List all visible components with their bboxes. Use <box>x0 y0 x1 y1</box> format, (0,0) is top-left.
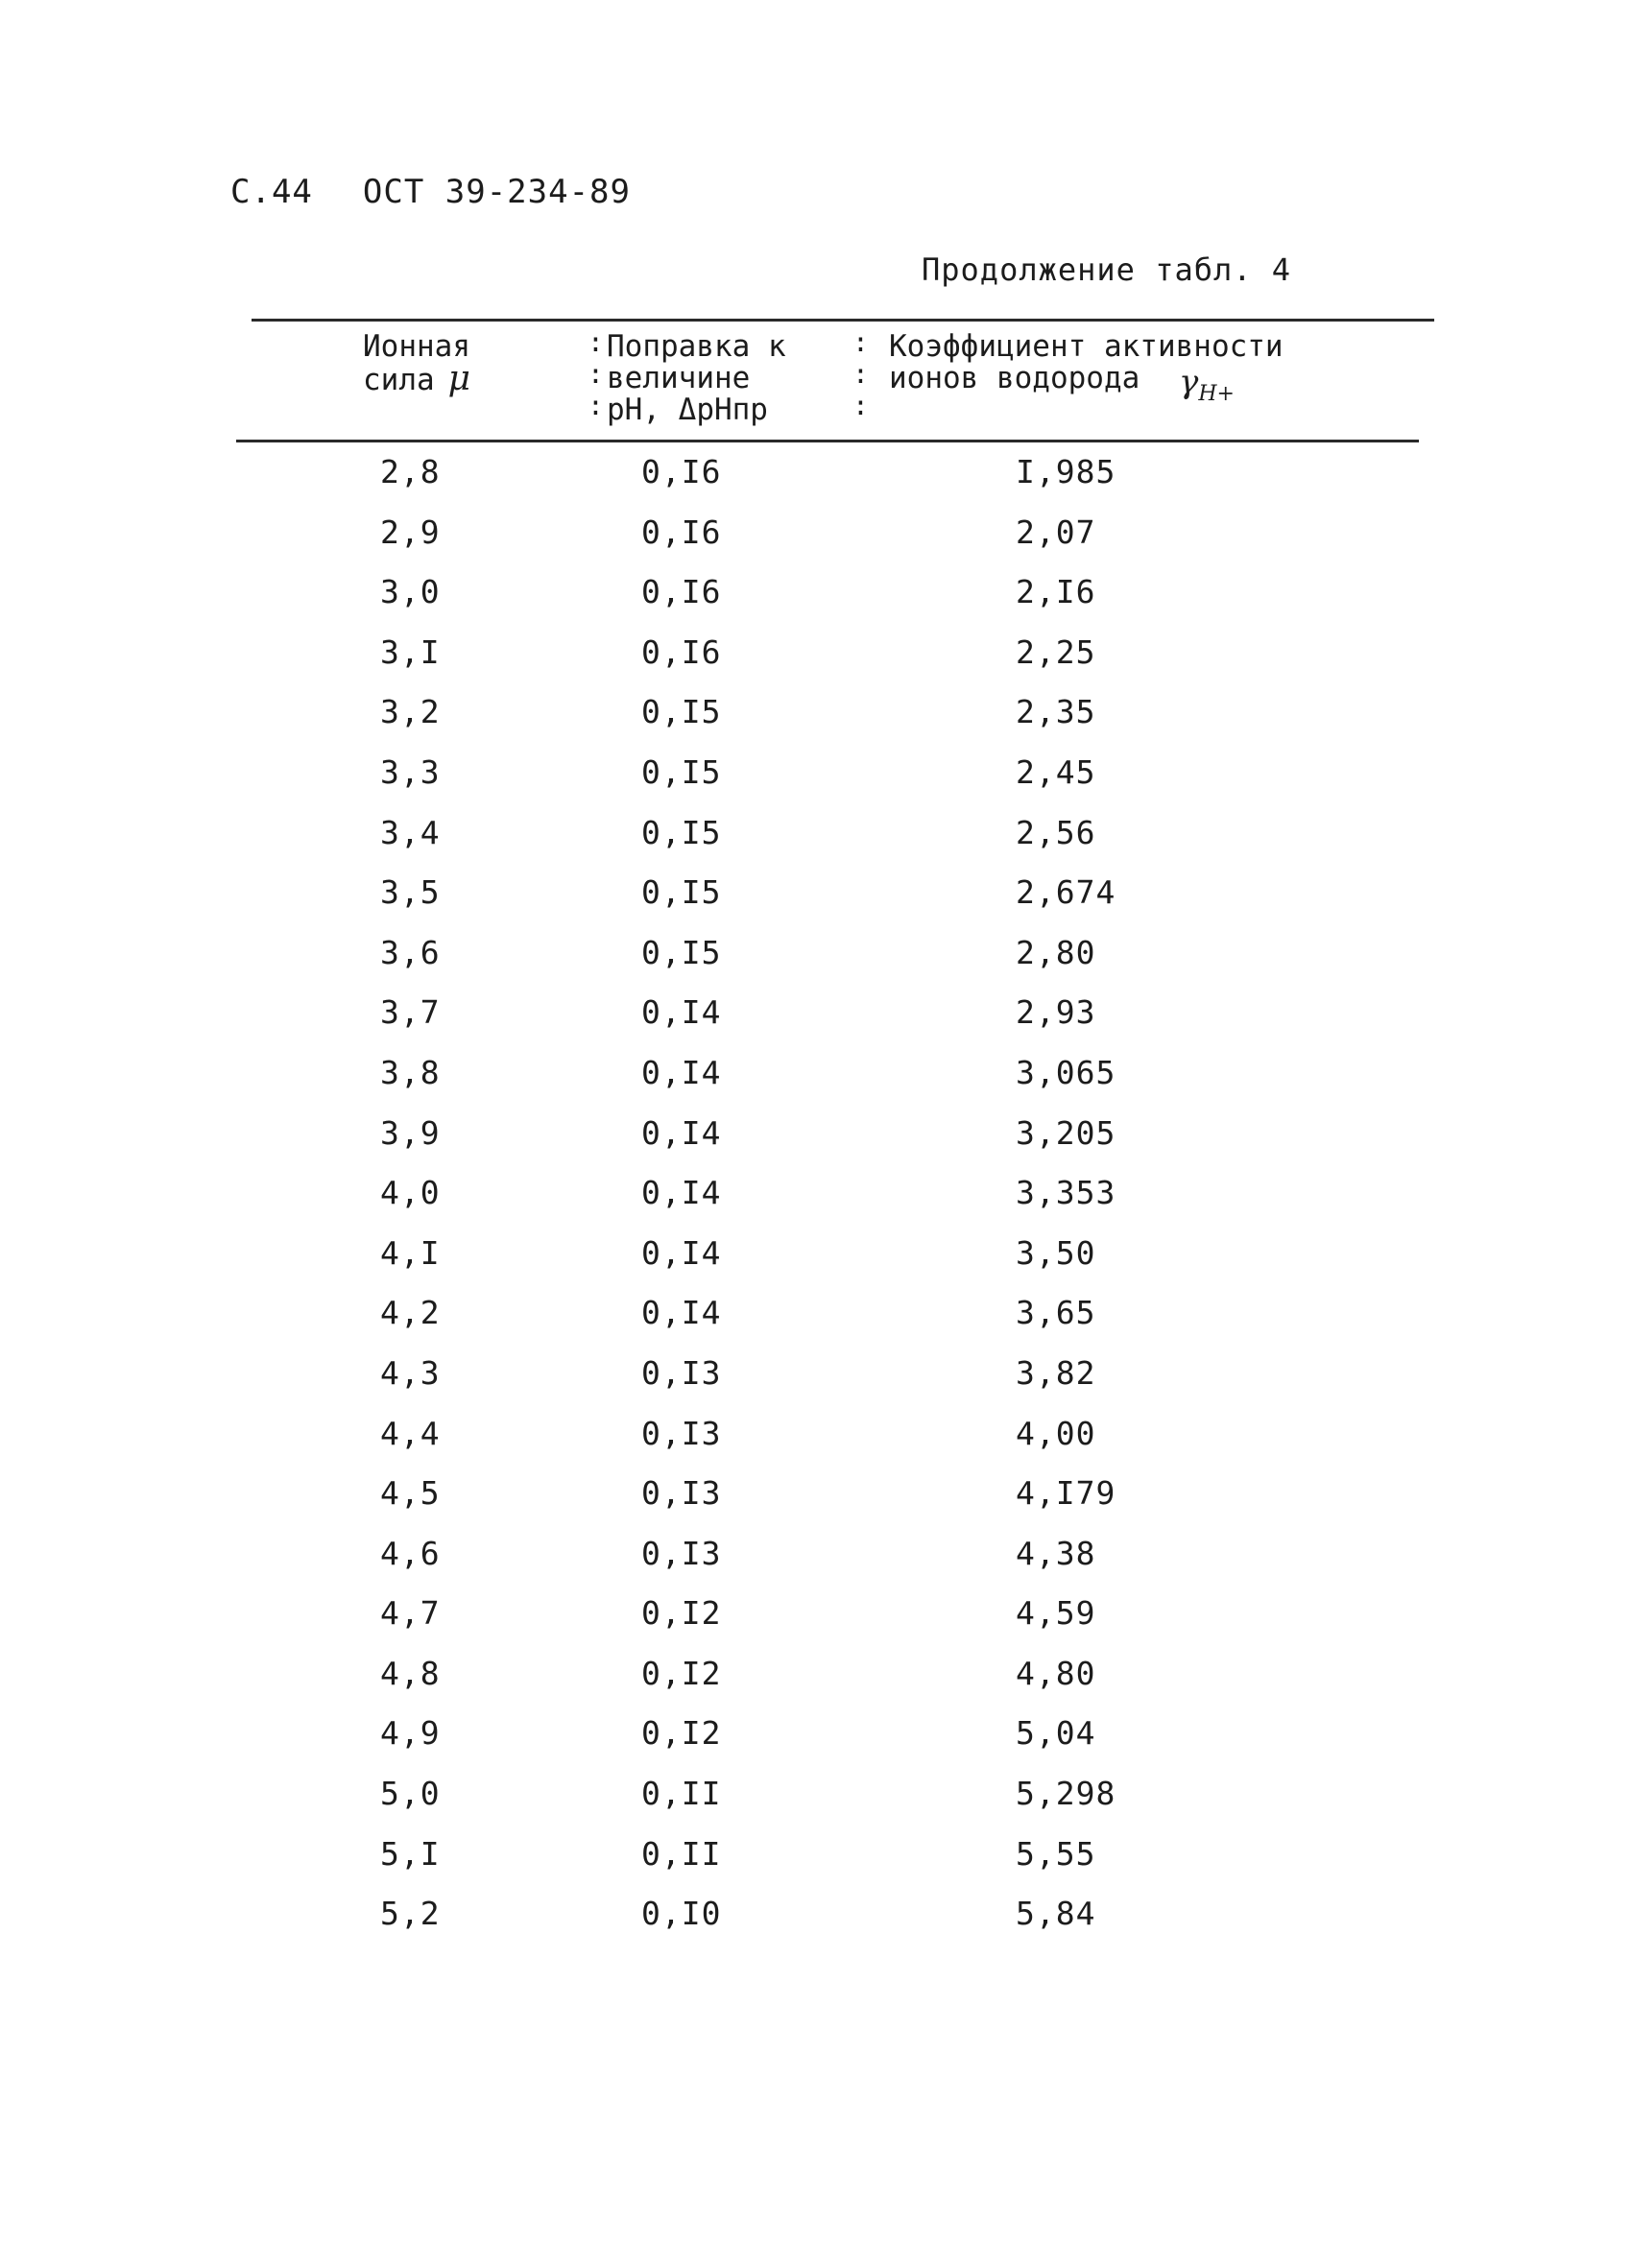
gamma-subscript: H+ <box>1198 381 1235 406</box>
ionic-strength-cell: 3,6 <box>380 933 441 971</box>
activity-coefficient-cell: 2,25 <box>1016 633 1096 671</box>
ph-correction-cell: 0,I5 <box>641 873 722 912</box>
table-row <box>0 687 1632 748</box>
activity-coefficient-cell: 5,84 <box>1016 1895 1096 1933</box>
column-separator: : : : <box>588 326 604 421</box>
ph-correction-cell: 0,I2 <box>641 1594 722 1633</box>
ionic-strength-cell: 2,9 <box>380 513 441 551</box>
ionic-strength-cell: 4,3 <box>380 1353 441 1392</box>
table-row <box>0 1349 1632 1409</box>
ionic-strength-cell: 5,0 <box>380 1775 441 1813</box>
activity-coefficient-cell: 2,80 <box>1016 933 1096 971</box>
ph-correction-cell: 0,I3 <box>641 1353 722 1392</box>
activity-coefficient-cell: 2,45 <box>1016 752 1096 791</box>
ionic-strength-cell: 2,8 <box>380 453 441 490</box>
ionic-strength-cell: 4,4 <box>380 1414 441 1452</box>
activity-coefficient-cell: 4,38 <box>1016 1534 1096 1572</box>
table-top-rule <box>252 319 1434 322</box>
table-row <box>0 1229 1632 1289</box>
activity-coefficient-cell: 3,82 <box>1016 1353 1096 1392</box>
table-row <box>0 508 1632 568</box>
standard-code: ОСТ 39-234-89 <box>362 173 631 211</box>
ph-correction-cell: 0,I5 <box>641 752 722 791</box>
ionic-strength-cell: 3,3 <box>380 752 441 791</box>
activity-coefficient-cell: 3,205 <box>1016 1113 1116 1152</box>
ph-correction-cell: 0,I4 <box>641 1294 722 1332</box>
ph-correction-cell: 0,I0 <box>641 1895 722 1933</box>
ionic-strength-cell: 4,7 <box>380 1594 441 1633</box>
ionic-strength-cell: 3,7 <box>380 993 441 1032</box>
ph-correction-cell: 0,I4 <box>641 1233 722 1272</box>
activity-coefficient-cell: 2,674 <box>1016 873 1116 912</box>
ph-correction-cell: 0,I4 <box>641 1053 722 1091</box>
ionic-strength-cell: 4,I <box>380 1233 441 1272</box>
activity-coefficient-cell: 2,07 <box>1016 513 1096 551</box>
gamma-letter: γ <box>1179 363 1199 401</box>
table-row <box>0 567 1632 628</box>
table-row <box>0 748 1632 808</box>
ionic-strength-cell: 3,0 <box>380 573 441 611</box>
ph-correction-cell: 0,II <box>641 1775 722 1813</box>
table-row <box>0 1769 1632 1829</box>
ph-correction-cell: 0,I6 <box>641 633 722 671</box>
ionic-strength-cell: 4,9 <box>380 1714 441 1753</box>
activity-coefficient-cell: 4,59 <box>1016 1594 1096 1633</box>
ionic-strength-cell: 3,2 <box>380 693 441 731</box>
table-row <box>0 868 1632 928</box>
activity-coefficient-cell: 4,80 <box>1016 1654 1096 1692</box>
table-row <box>0 1468 1632 1529</box>
activity-coefficient-cell: 3,50 <box>1016 1233 1096 1272</box>
table-row <box>0 1109 1632 1169</box>
ph-correction-cell: 0,I6 <box>641 453 722 490</box>
ionic-strength-cell: 4,5 <box>380 1474 441 1513</box>
table-row <box>0 1529 1632 1589</box>
page-header <box>230 173 631 211</box>
ionic-strength-cell: 5,2 <box>380 1895 441 1933</box>
table-row <box>0 808 1632 869</box>
ph-correction-cell: 0,I4 <box>641 993 722 1032</box>
activity-coefficient-cell: I,985 <box>1016 453 1116 490</box>
ph-correction-cell: 0,I3 <box>641 1534 722 1572</box>
activity-coefficient-cell: 4,00 <box>1016 1414 1096 1452</box>
table-caption: Продолжение табл. 4 <box>922 251 1292 288</box>
ionic-strength-cell: 3,9 <box>380 1113 441 1152</box>
ph-correction-cell: 0,I5 <box>641 693 722 731</box>
table-row <box>0 1829 1632 1890</box>
mu-symbol: μ <box>447 359 471 398</box>
ph-correction-cell: 0,I2 <box>641 1654 722 1692</box>
activity-coefficient-cell: 2,35 <box>1016 693 1096 731</box>
activity-coefficient-cell: 3,065 <box>1016 1053 1116 1091</box>
table-body <box>0 447 1632 1949</box>
table-row <box>0 1409 1632 1469</box>
table-row <box>0 1649 1632 1709</box>
column-header-label: Ионная сила <box>363 329 470 397</box>
activity-coefficient-cell: 2,56 <box>1016 813 1096 851</box>
ph-correction-cell: 0,I6 <box>641 513 722 551</box>
ionic-strength-cell: 3,I <box>380 633 441 671</box>
column-separator: : : : <box>852 326 869 421</box>
ph-correction-cell: 0,I4 <box>641 1113 722 1152</box>
activity-coefficient-cell: 5,04 <box>1016 1714 1096 1753</box>
ionic-strength-cell: 4,0 <box>380 1174 441 1212</box>
ionic-strength-cell: 3,4 <box>380 813 441 851</box>
activity-coefficient-cell: 3,353 <box>1016 1174 1116 1212</box>
gamma-symbol <box>1179 363 1235 406</box>
ph-correction-cell: 0,I3 <box>641 1474 722 1513</box>
ph-correction-cell: 0,I6 <box>641 573 722 611</box>
table-row <box>0 1708 1632 1769</box>
ph-correction-cell: 0,I2 <box>641 1714 722 1753</box>
table-row <box>0 928 1632 989</box>
activity-coefficient-cell: 2,93 <box>1016 993 1096 1032</box>
table-row <box>0 1588 1632 1649</box>
column-header-ph-correction: Поправка к величине pH, ΔpHпр <box>607 329 786 427</box>
page-number: С.44 <box>230 173 313 211</box>
ionic-strength-cell: 4,2 <box>380 1294 441 1332</box>
table-row <box>0 1048 1632 1109</box>
table-row <box>0 628 1632 688</box>
ph-correction-cell: 0,I3 <box>641 1414 722 1452</box>
activity-coefficient-cell: 5,298 <box>1016 1775 1116 1813</box>
ph-correction-cell: 0,I5 <box>641 813 722 851</box>
activity-coefficient-cell: 4,I79 <box>1016 1474 1116 1513</box>
table-header-rule <box>236 440 1419 442</box>
ph-correction-cell: 0,I5 <box>641 933 722 971</box>
column-header-ionic-strength <box>363 331 470 396</box>
table-row <box>0 1889 1632 1949</box>
ionic-strength-cell: 3,8 <box>380 1053 441 1091</box>
table-row <box>0 1168 1632 1229</box>
column-header-activity-coefficient: Коэффициент активности ионов водорода <box>889 329 1284 395</box>
activity-coefficient-cell: 3,65 <box>1016 1294 1096 1332</box>
ionic-strength-cell: 5,I <box>380 1834 441 1873</box>
ionic-strength-cell: 4,8 <box>380 1654 441 1692</box>
table-row <box>0 1288 1632 1349</box>
ionic-strength-cell: 4,6 <box>380 1534 441 1572</box>
ph-correction-cell: 0,I4 <box>641 1174 722 1212</box>
ph-correction-cell: 0,II <box>641 1834 722 1873</box>
table-row <box>0 447 1632 508</box>
table-row <box>0 988 1632 1048</box>
activity-coefficient-cell: 2,I6 <box>1016 573 1096 611</box>
ionic-strength-cell: 3,5 <box>380 873 441 912</box>
activity-coefficient-cell: 5,55 <box>1016 1834 1096 1873</box>
